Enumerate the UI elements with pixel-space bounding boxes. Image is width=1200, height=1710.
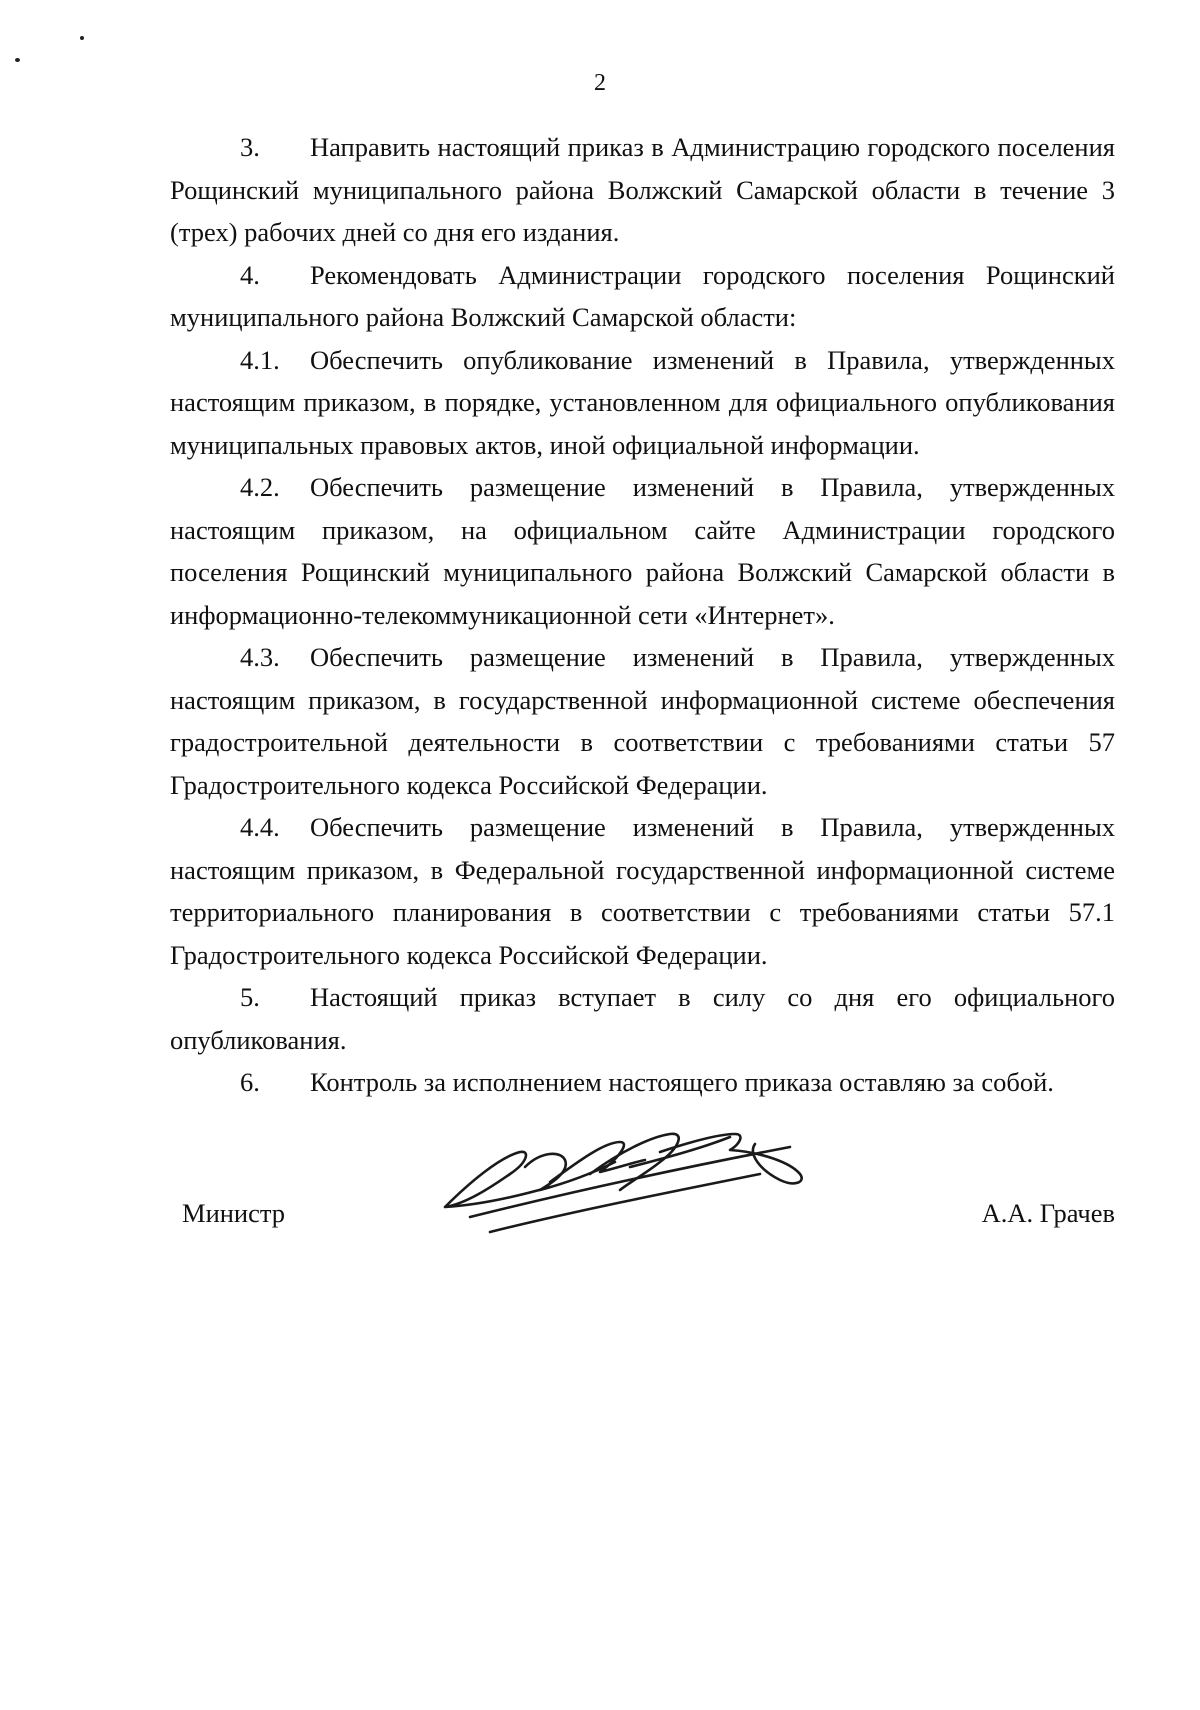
paragraph-number: 4. [240, 259, 260, 290]
paragraph-text: Направить настоящий приказ в Администрацию городского поселения Рощинский муниципального района Волжский Самарской области в течение 3 (трех) рабочих дней со дня его издания. [170, 132, 1115, 247]
paragraph-4-3 [170, 636, 1115, 806]
paragraph-number: 5. [240, 982, 260, 1012]
scan-speck [80, 36, 84, 40]
paragraph-text: Рекомендовать Администрации городского поселения Рощинский муниципального района Волжский Самарской области: [170, 259, 1115, 332]
paragraph-number: 6. [240, 1067, 260, 1097]
paragraph-text: Обеспечить размещение изменений в Правила, утвержденных настоящим приказом, в Федеральной государственной информационной системе территориального планирования в соответствии с требованиями статьи 57.1 Градостроительного кодекса Российской Федерации. [170, 812, 1115, 970]
paragraph-3 [170, 126, 1115, 254]
paragraph-text: Контроль за исполнением настоящего приказа оставляю за собой. [310, 1067, 1054, 1097]
paragraph-6 [170, 1061, 1115, 1104]
paragraph-number: 4.3. [240, 642, 280, 672]
paragraph-number: 4.4. [240, 812, 280, 842]
paragraph-5 [170, 976, 1115, 1061]
paragraph-text: Обеспечить опубликование изменений в Правила, утвержденных настоящим приказом, в порядке, установленном для официального опубликования муниципальных правовых актов, иной официальной информации. [170, 344, 1115, 460]
paragraph-text: Обеспечить размещение изменений в Правила, утвержденных настоящим приказом, в государственной информационной системе обеспечения градостроительной деятельности в соответствии с требованиями статьи 57 Градостроительного кодекса Российской Федерации. [170, 642, 1115, 800]
paragraph-number: 4.1. [240, 344, 280, 375]
document-body [170, 126, 1115, 1104]
paragraph-number: 3. [240, 132, 260, 162]
handwritten-signature [430, 1112, 830, 1262]
paragraph-4-4 [170, 806, 1115, 976]
page-number: 2 [594, 70, 606, 96]
paragraph-4-1 [170, 339, 1115, 467]
paragraph-4-2 [170, 466, 1115, 636]
paragraph-4 [170, 254, 1115, 339]
scan-speck [15, 58, 20, 62]
paragraph-text: Обеспечить размещение изменений в Правила, утвержденных настоящим приказом, на официальном сайте Администрации городского поселения Рощинский муниципального района Волжский Самарской области в информационно-телекоммуникационной сети «Интернет». [170, 472, 1115, 630]
paragraph-number: 4.2. [240, 472, 280, 502]
signatory-title: Министр [182, 1198, 286, 1228]
signatory-name: А.А. Грачев [981, 1198, 1115, 1228]
paragraph-text: Настоящий приказ вступает в силу со дня его официального опубликования. [170, 982, 1115, 1055]
signature-block [170, 1177, 1115, 1237]
